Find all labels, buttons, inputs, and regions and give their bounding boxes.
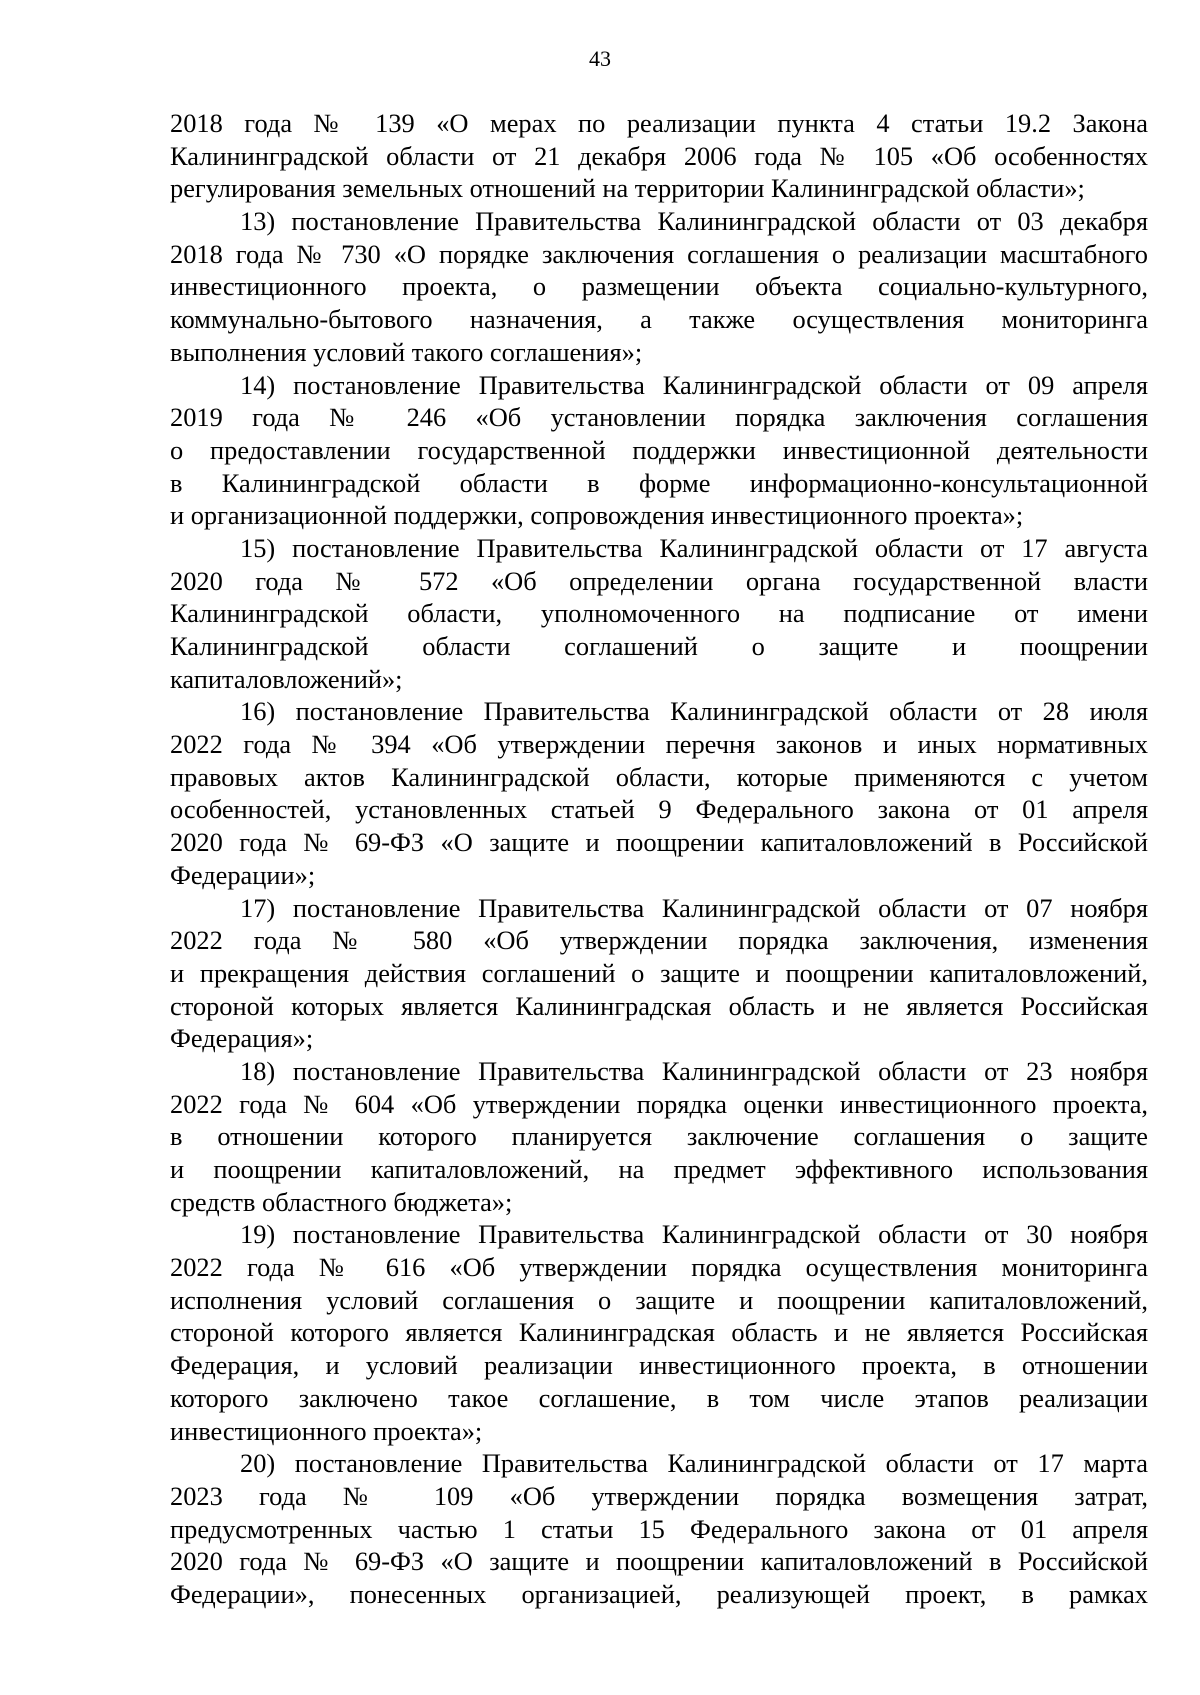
text-line: 2022 года № 394 «Об утверждении перечня законов и иных нормативных [170, 729, 1148, 760]
text-line: в Калининградской области в форме информационно-консультационной [170, 467, 1148, 498]
document-body [170, 107, 1148, 1611]
text-line: регулирования земельных отношений на территории Калининградской области»; [170, 173, 1085, 204]
text-line: инвестиционного проекта»; [170, 1415, 483, 1446]
text-line: 2019 года № 246 «Об установлении порядка заключения соглашения [170, 402, 1148, 433]
text-line: Калининградской области соглашений о защите и поощрении [170, 631, 1148, 661]
text-line: Калининградской области, уполномоченного на подписание от имени [170, 598, 1148, 629]
text-line: правовых актов Калининградской области, которые применяются с учетом [170, 761, 1148, 792]
text-line: исполнения условий соглашения о защите и поощрении капиталовложений, [170, 1284, 1148, 1315]
text-line: стороной которого является Калининградская область и не является Российская [170, 1317, 1148, 1348]
list-item-first-line: 19) постановление Правительства Калининградской области от 30 ноября [240, 1219, 1148, 1250]
list-item-first-line: 20) постановление Правительства Калининградской области от 17 марта [240, 1448, 1148, 1479]
text-line: 2020 года № 69-ФЗ «О защите и поощрении капиталовложений в Российской [170, 1546, 1148, 1577]
text-line: Федерации»; [170, 859, 316, 890]
text-line: Федерация, и условий реализации инвестиционного проекта, в отношении [170, 1350, 1148, 1381]
text-line: в отношении которого планируется заключение соглашения о защите [170, 1121, 1148, 1152]
list-item-first-line: 15) постановление Правительства Калининградской области от 17 августа [240, 532, 1148, 563]
list-item-first-line: 16) постановление Правительства Калининградской области от 28 июля [240, 696, 1148, 727]
list-item-first-line: 13) постановление Правительства Калининградской области от 03 декабря [240, 206, 1148, 237]
text-line: Федерация»; [170, 1023, 314, 1054]
text-line: 2023 года № 109 «Об утверждении порядка возмещения затрат, [170, 1480, 1148, 1511]
text-line: выполнения условий такого соглашения»; [170, 336, 643, 367]
text-line: Калининградской области от 21 декабря 2006 года № 105 «Об особенностях [170, 140, 1148, 171]
list-item-first-line: 18) постановление Правительства Калининградской области от 23 ноября [240, 1055, 1148, 1086]
text-line: которого заключено такое соглашение, в том числе этапов реализации [170, 1382, 1148, 1413]
text-line: средств областного бюджета»; [170, 1186, 513, 1217]
text-line: капиталовложений»; [170, 663, 403, 694]
text-line: 2020 года № 69-ФЗ «О защите и поощрении капиталовложений в Российской [170, 827, 1148, 858]
text-line: 2018 года № 730 «О порядке заключения соглашения о реализации масштабного [170, 238, 1148, 269]
text-line: 2022 года № 580 «Об утверждении порядка заключения, изменения [170, 925, 1148, 956]
text-line: инвестиционного проекта, о размещении объекта социально-культурного, [170, 271, 1148, 302]
text-line: 2022 года № 616 «Об утверждении порядка осуществления мониторинга [170, 1252, 1148, 1283]
text-line: 2022 года № 604 «Об утверждении порядка оценки инвестиционного проекта, [170, 1088, 1148, 1119]
list-item-first-line: 14) постановление Правительства Калининградской области от 09 апреля [240, 369, 1148, 400]
text-line: 2018 года № 139 «О мерах по реализации пункта 4 статьи 19.2 Закона [170, 108, 1148, 138]
text-line: особенностей, установленных статьей 9 Федерального закона от 01 апреля [170, 794, 1148, 825]
text-line: стороной которых является Калининградская область и не является Российская [170, 990, 1148, 1021]
text-line: и прекращения действия соглашений о защите и поощрении капиталовложений, [170, 957, 1148, 988]
text-line: и поощрении капиталовложений, на предмет эффективного использования [170, 1154, 1148, 1184]
text-line: 2020 года № 572 «Об определении органа государственной власти [170, 565, 1148, 596]
text-line: коммунально-бытового назначения, а также осуществления мониторинга [170, 304, 1148, 335]
text-line: и организационной поддержки, сопровождения инвестиционного проекта»; [170, 500, 1024, 531]
text-line: Федерации», понесенных организацией, реализующей проект, в рамках [170, 1578, 1148, 1609]
list-item-first-line: 17) постановление Правительства Калининградской области от 07 ноября [240, 892, 1148, 923]
page-number: 43 [589, 46, 611, 71]
text-line: о предоставлении государственной поддержки инвестиционной деятельности [170, 434, 1148, 465]
text-line: предусмотренных частью 1 статьи 15 Федерального закона от 01 апреля [170, 1513, 1148, 1544]
